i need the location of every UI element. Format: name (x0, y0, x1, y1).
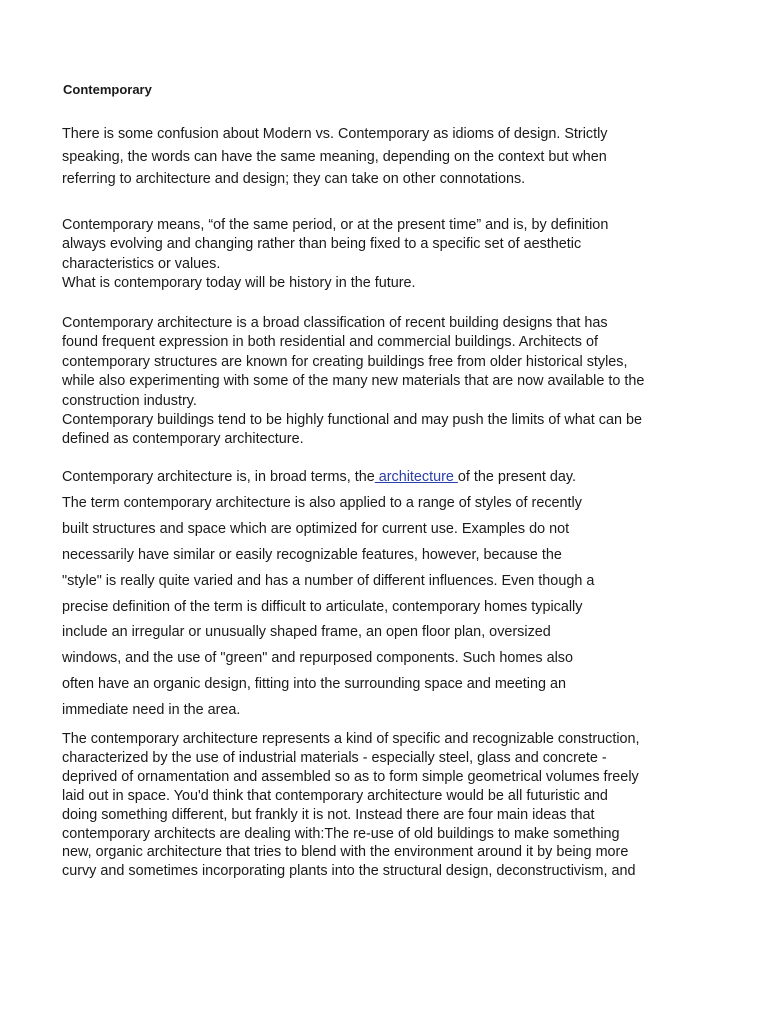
text-line: Contemporary buildings tend to be highly functional and may push the limits of what can be (62, 412, 642, 429)
text-line: immediate need in the area. (62, 702, 241, 719)
text-line: necessarily have similar or easily recognizable features, however, because the (62, 546, 562, 563)
paragraph-modern-vs-contemporary (62, 123, 702, 191)
text-line: include an irregular or unusually shaped frame, an open floor plan, oversized (62, 624, 551, 641)
text-line: Contemporary architecture is a broad classification of recent building designs that has (62, 315, 608, 331)
text-line: new, organic architecture that tries to blend with the environment around it by being more (62, 844, 629, 861)
text-line: always evolving and changing rather than being fixed to a specific set of aesthetic (62, 236, 582, 253)
text-line: construction industry. (62, 392, 197, 409)
text-line: "style" is really quite varied and has a number of different influences. Even though a (62, 572, 595, 589)
paragraph-definition (62, 216, 702, 294)
text-line: The contemporary architecture represents a kind of specific and recognizable construction, (62, 731, 640, 747)
text-line: contemporary structures are known for creating buildings free from older historical styles, (62, 353, 628, 370)
text-line: What is contemporary today will be history in the future. (62, 275, 416, 292)
document-title: Contemporary (63, 82, 152, 97)
text-line: while also experimenting with some of the many new materials that are now available to the (62, 373, 645, 390)
paragraph-industrial-materials (62, 730, 702, 881)
text-line: defined as contemporary architecture. (62, 431, 304, 448)
text-line: laid out in space. You'd think that contemporary architecture would be all futuristic and (62, 787, 608, 804)
text-line: There is some confusion about Modern vs. Contemporary as idioms of design. Strictly (62, 126, 608, 142)
text-line: The term contemporary architecture is also applied to a range of styles of recently (62, 494, 582, 511)
text-line: built structures and space which are optimized for current use. Examples do not (62, 520, 570, 537)
text-line (62, 465, 702, 491)
text-segment: of the present day. (457, 469, 577, 485)
text-line: doing something different, but frankly it is not. Instead there are four main ideas that (62, 806, 595, 823)
text-line: Contemporary means, “of the same period, or at the present time” and is, by definition (62, 217, 609, 233)
text-line: often have an organic design, fitting into the surrounding space and meeting an (62, 676, 567, 693)
text-line: precise definition of the term is difficult to articulate, contemporary homes typically (62, 598, 583, 615)
text-line: speaking, the words can have the same meaning, depending on the context but when (62, 148, 607, 165)
text-line: characterized by the use of industrial materials - especially steel, glass and concrete - (62, 749, 607, 766)
paragraph-broad-terms (62, 465, 702, 724)
text-line: contemporary architects are dealing with:The re-use of old buildings to make something (62, 825, 620, 842)
text-line: windows, and the use of "green" and repurposed components. Such homes also (62, 650, 574, 667)
paragraph-classification (62, 314, 702, 450)
text-line: curvy and sometimes incorporating plants into the structural design, deconstructivism, and (62, 863, 636, 880)
text-line: characteristics or values. (62, 255, 221, 272)
architecture-link[interactable]: architecture (374, 469, 458, 485)
text-line: found frequent expression in both residential and commercial buildings. Architects of (62, 334, 598, 351)
text-line: referring to architecture and design; they can take on other connotations. (62, 171, 526, 187)
text-line: deprived of ornamentation and assembled so as to form simple geometrical volumes freely (62, 768, 639, 785)
text-segment: Contemporary architecture is, in broad terms, the (62, 469, 375, 485)
